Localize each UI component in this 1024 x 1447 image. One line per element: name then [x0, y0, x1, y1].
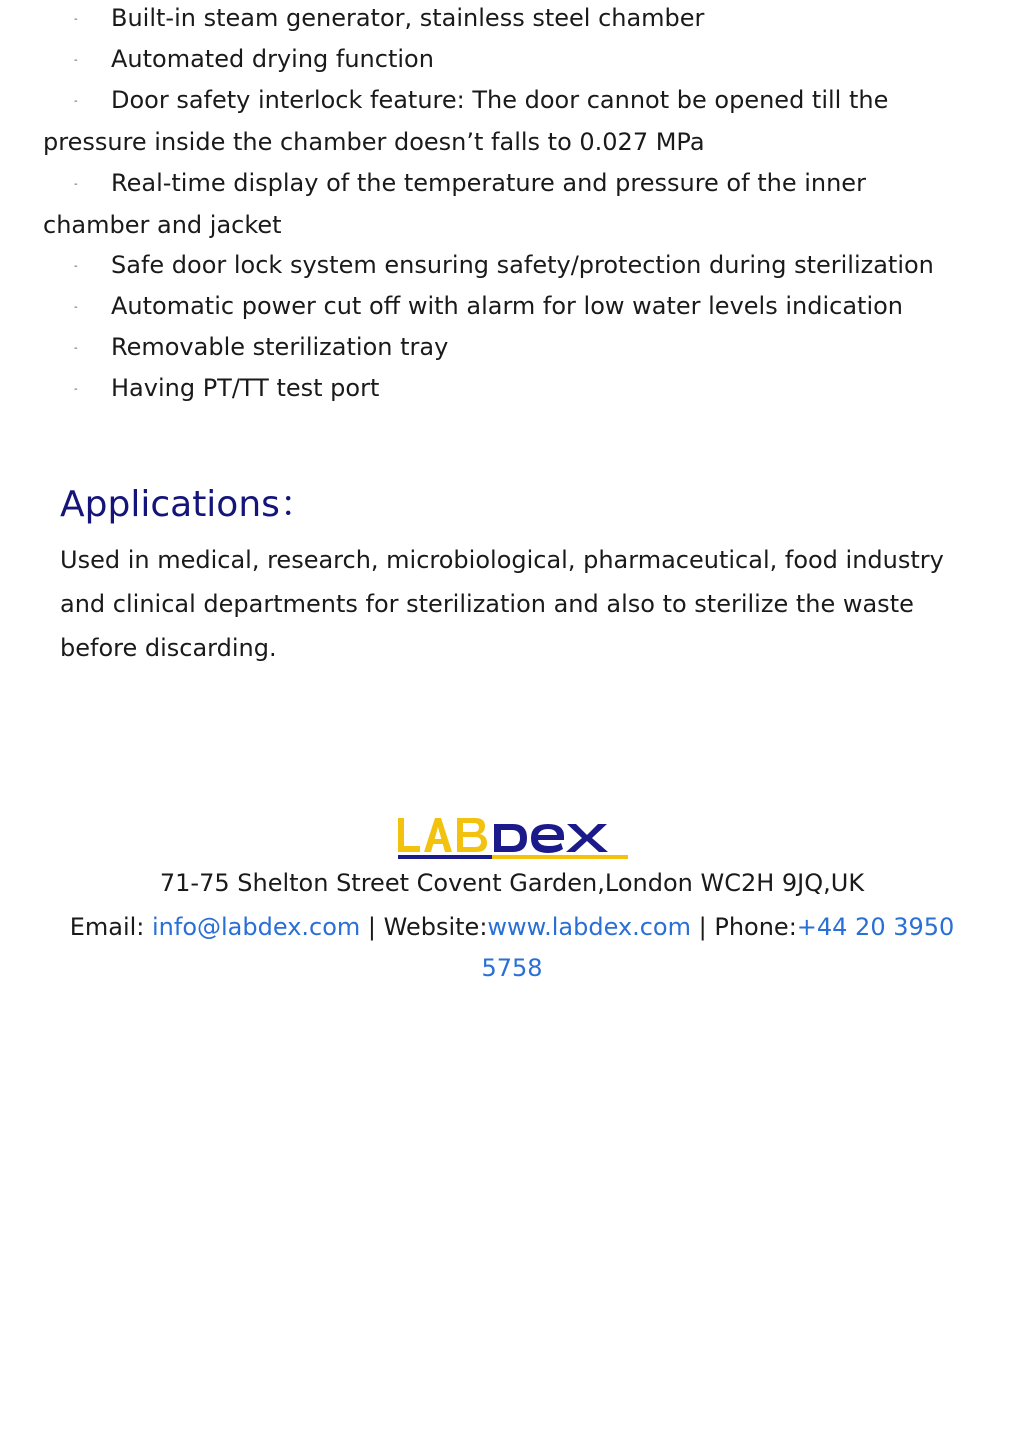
feature-item: [0, 327, 1024, 369]
feature-item: [0, 286, 1024, 328]
website-link[interactable]: www.labdex.com: [487, 913, 691, 941]
feature-text: Safe door lock system ensuring safety/protection during sterilization: [111, 251, 934, 279]
logo-underline-left: [398, 855, 492, 859]
feature-text: Automated drying function: [111, 45, 434, 73]
feature-text: Built-in steam generator, stainless steel chamber: [111, 4, 705, 32]
feature-text: Real-time display of the temperature and pressure of the inner chamber and jacket: [43, 169, 866, 239]
logo-lab-letters: [398, 818, 487, 852]
bullet-dash: -: [74, 95, 78, 107]
labdex-logo: [397, 814, 629, 862]
bullet-dash: -: [74, 383, 78, 395]
applications-heading: Applications：: [60, 484, 316, 525]
bullet-dash: -: [74, 301, 78, 313]
feature-item: [0, 0, 1024, 40]
bullet-dash: -: [74, 178, 78, 190]
website-label: | Website:: [360, 913, 488, 941]
email-link[interactable]: info@labdex.com: [152, 913, 361, 941]
bullet-dash: -: [74, 13, 78, 25]
applications-text: Used in medical, research, microbiological, pharmaceutical, food industry and clinical departments for sterilization and also to sterilize the waste before discarding.: [60, 546, 944, 662]
bullet-dash: -: [74, 260, 78, 272]
feature-item: [0, 368, 1024, 410]
phone-link[interactable]: +44 20 3950 5758: [481, 913, 955, 982]
feature-item: [0, 80, 943, 163]
feature-item: [0, 245, 1024, 287]
bullet-dash: -: [74, 54, 78, 66]
phone-label: | Phone:: [691, 913, 797, 941]
feature-text: Having PT/TT test port: [111, 374, 380, 402]
footer-address: 71-75 Shelton Street Covent Garden,London WC2H 9JQ,UK: [159, 869, 865, 897]
footer-contact: [62, 907, 962, 989]
logo-dex-letters: [494, 824, 608, 853]
email-label: Email:: [69, 913, 152, 941]
feature-item: [0, 39, 1024, 81]
feature-text: Removable sterilization tray: [111, 333, 449, 361]
bullet-dash: -: [74, 342, 78, 354]
feature-text: Automatic power cut off with alarm for low water levels indication: [111, 292, 903, 320]
feature-item: [0, 163, 923, 246]
feature-text: Door safety interlock feature: The door cannot be opened till the pressure inside the chamber doesn’t falls to 0.027 MPa: [43, 86, 889, 156]
